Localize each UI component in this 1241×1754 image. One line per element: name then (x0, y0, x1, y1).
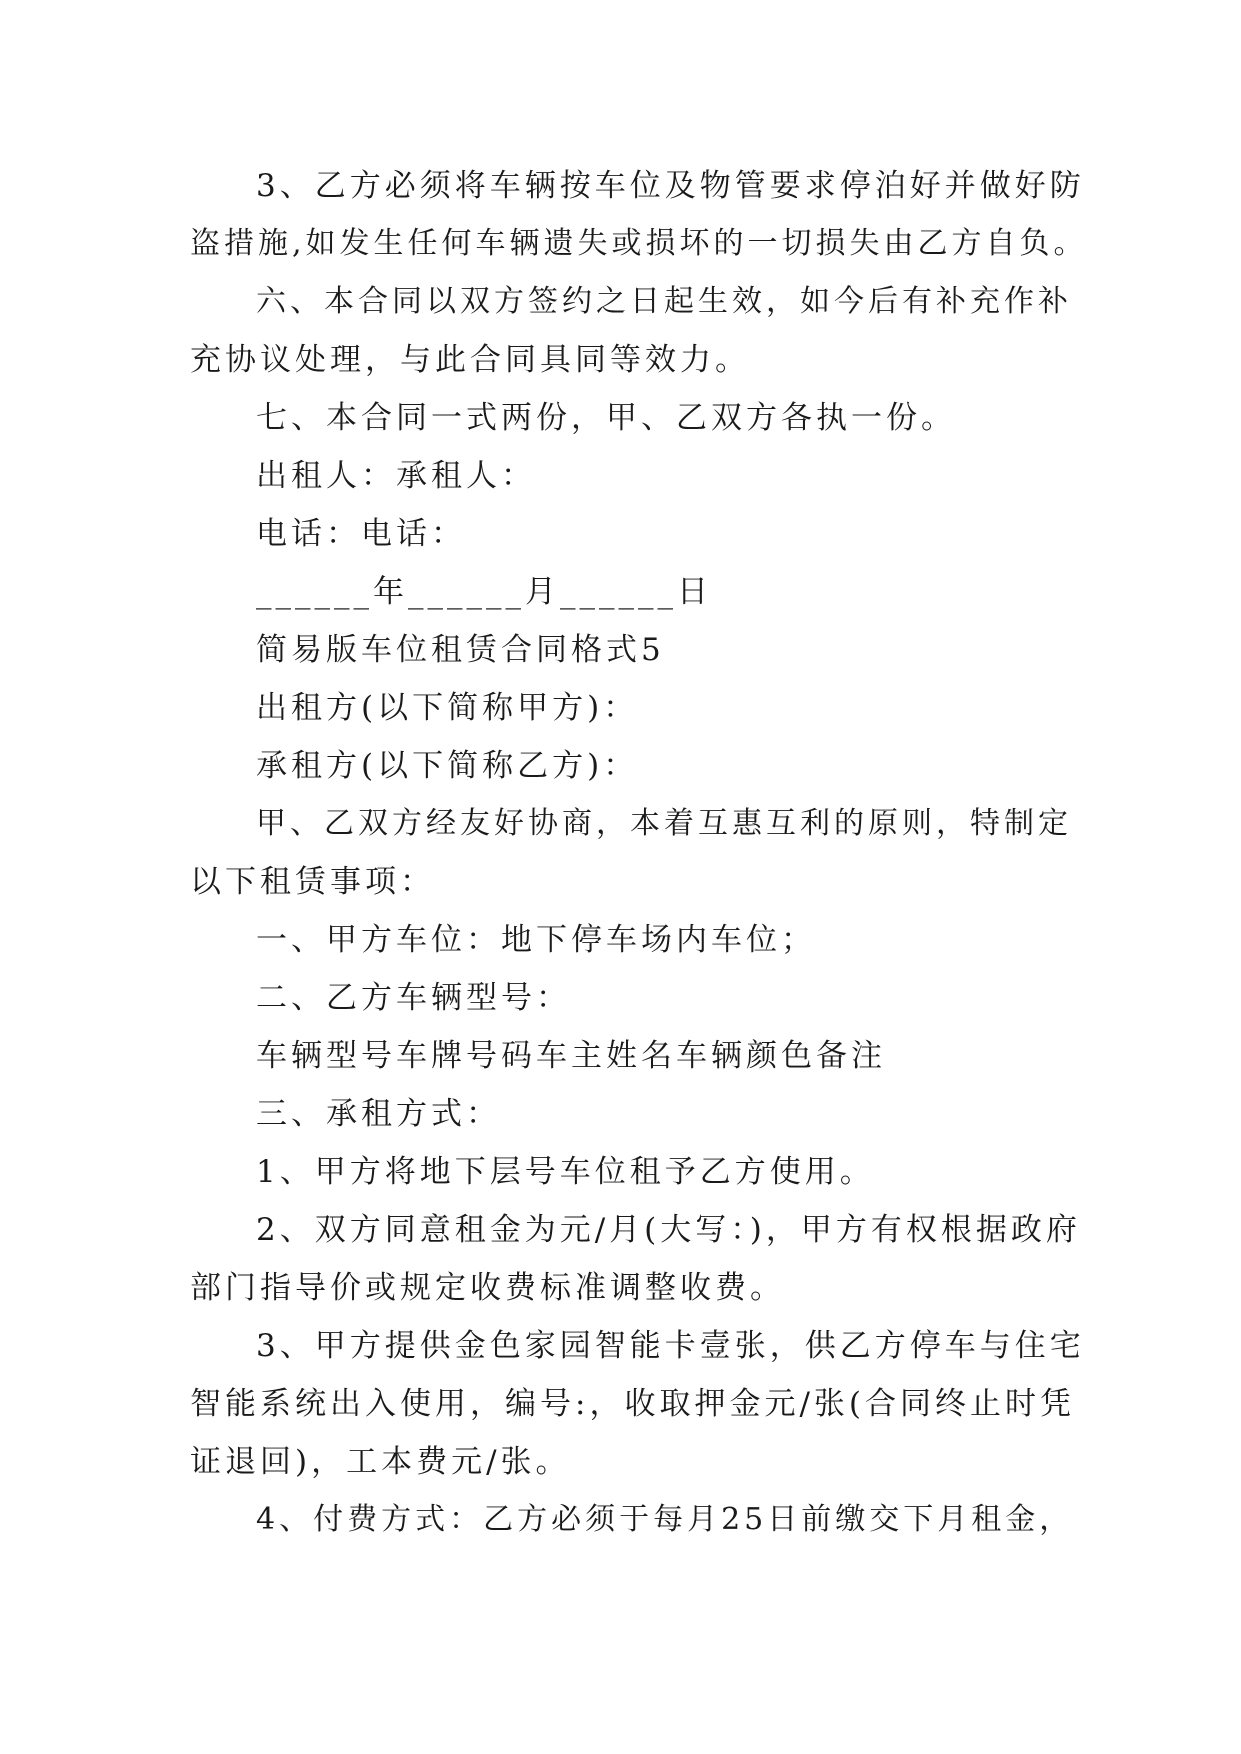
paragraph-line: 1、甲方将地下层号车位租予乙方使用。 (256, 1154, 875, 1190)
paragraph-line: 六、本合同以双方签约之日起生效，如今后有补充作补 (256, 284, 1072, 319)
paragraph-line: 智能系统出入使用，编号:，收取押金元/张(合同终止时凭 (190, 1386, 1075, 1422)
paragraph-line: 充协议处理，与此合同具同等效力。 (190, 342, 750, 378)
paragraph-line: 3、乙方必须将车辆按车位及物管要求停泊好并做好防 (256, 168, 1085, 204)
paragraph-line: 出租方(以下简称甲方)： (256, 690, 639, 726)
date-line: ______年______月______日 (256, 574, 712, 610)
paragraph-line: 以下租赁事项： (190, 864, 435, 900)
paragraph-line: 承租方(以下简称乙方)： (256, 748, 639, 784)
paragraph-line: 车辆型号车牌号码车主姓名车辆颜色备注 (256, 1038, 886, 1074)
paragraph-line: 甲、乙双方经友好协商，本着互惠互利的原则，特制定 (256, 806, 1072, 841)
phone-line: 电话：电话： (256, 516, 466, 552)
paragraph-line: 一、甲方车位：地下停车场内车位； (256, 922, 816, 958)
paragraph-line: 盗措施,如发生任何车辆遗失或损坏的一切损失由乙方自负。 (190, 226, 1088, 261)
paragraph-line: 4、付费方式：乙方必须于每月25日前缴交下月租金， (256, 1502, 1074, 1537)
paragraph-line: 七、本合同一式两份，甲、乙双方各执一份。 (256, 400, 956, 436)
paragraph-line: 二、乙方车辆型号： (256, 980, 571, 1016)
paragraph-line: 证退回)，工本费元/张。 (190, 1444, 571, 1480)
section-title: 简易版车位租赁合同格式5 (256, 632, 665, 668)
paragraph-line: 3、甲方提供金色家园智能卡壹张，供乙方停车与住宅 (256, 1328, 1085, 1364)
paragraph-line: 部门指导价或规定收费标准调整收费。 (190, 1270, 785, 1306)
paragraph-line: 三、承租方式： (256, 1096, 501, 1132)
signature-line: 出租人：承租人： (256, 458, 536, 494)
paragraph-line: 2、双方同意租金为元/月(大写：)，甲方有权根据政府 (256, 1212, 1081, 1248)
